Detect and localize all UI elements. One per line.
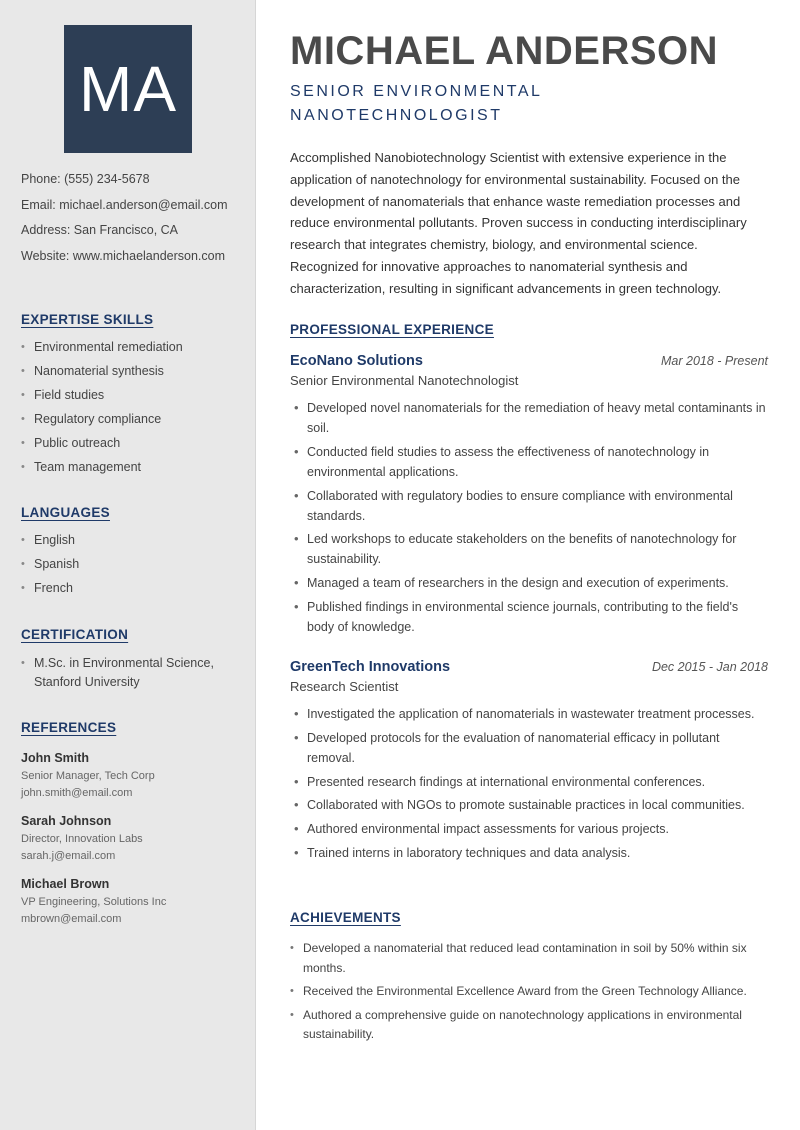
job-entry <box>290 659 768 867</box>
job-entry <box>290 353 768 641</box>
references-section <box>21 720 246 938</box>
candidate-name: MICHAEL ANDERSON <box>290 29 719 73</box>
reference-email: john.smith@email.com <box>21 787 133 799</box>
sidebar <box>0 0 256 1130</box>
job-bullets <box>290 704 768 863</box>
reference-title: Senior Manager, Tech Corp <box>21 770 155 782</box>
references-heading: REFERENCES <box>21 720 117 735</box>
skill-item: • Team management <box>21 459 246 483</box>
skill-item: • Nanomaterial synthesis <box>21 363 246 387</box>
reference-title: VP Engineering, Solutions Inc <box>21 896 167 908</box>
job-role: Senior Environmental Nanotechnologist <box>290 373 519 388</box>
job-bullet: • Collaborated with NGOs to promote sustainable practices in local communities. <box>290 795 768 815</box>
job-dates: Dec 2015 - Jan 2018 <box>651 660 768 674</box>
contact-info <box>21 170 251 272</box>
certification-heading: CERTIFICATION <box>21 627 129 642</box>
skill-item: • Regulatory compliance <box>21 411 246 435</box>
job-bullet: • Collaborated with regulatory bodies to ensure compliance with environmental standards. <box>290 486 768 526</box>
profile-summary: Accomplished Nanobiotechnology Scientist with extensive experience in the application of nanotechnology for environmental sustainability. Focused on the development of nanomaterials that enhance waste remediation processes and reduce environmental pollutants. Proven success in conducting interdisciplinary research that integrates chemistry, biology, and environmental science. Recognized for innovative approaches to nanomaterial synthesis and characterization, resulting in significant advancements in green technology. <box>290 150 747 296</box>
experience-heading: PROFESSIONAL EXPERIENCE <box>290 322 494 337</box>
job-bullet: • Published findings in environmental science journals, contributing to the field's body of knowledge. <box>290 597 768 637</box>
reference-entry <box>21 812 246 865</box>
achievements-list <box>290 939 768 1049</box>
job-bullet: • Led workshops to educate stakeholders on the benefits of nanotechnology for sustainability. <box>290 529 768 569</box>
skill-item: • Environmental remediation <box>21 339 246 363</box>
language-item: • Spanish <box>21 556 246 580</box>
achievements-heading: ACHIEVEMENTS <box>290 910 401 925</box>
reference-entry <box>21 749 246 802</box>
job-bullet: • Investigated the application of nanomaterials in wastewater treatment processes. <box>290 704 768 724</box>
achievement-item: • Authored a comprehensive guide on nanotechnology applications in environmental sustainability. <box>290 1006 768 1045</box>
languages-section <box>21 505 246 604</box>
company-name: GreenTech Innovations <box>290 659 451 675</box>
achievement-item: • Developed a nanomaterial that reduced lead contamination in soil by 50% within six months. <box>290 939 768 978</box>
job-bullet: • Conducted field studies to assess the effectiveness of nanotechnology in environmental applications. <box>290 442 768 482</box>
skills-heading: EXPERTISE SKILLS <box>21 312 154 327</box>
reference-name: Michael Brown <box>21 877 110 891</box>
job-bullets <box>290 398 768 637</box>
contact-phone: Phone: (555) 234-5678 <box>21 172 150 186</box>
contact-email: Email: michael.anderson@email.com <box>21 197 228 212</box>
languages-list <box>21 532 246 604</box>
certification-item: • M.Sc. in Environmental Science, Stanford University <box>21 654 221 692</box>
languages-heading: LANGUAGES <box>21 505 110 520</box>
job-bullet: • Developed protocols for the evaluation of nanomaterial efficacy in pollutant removal. <box>290 728 768 768</box>
achievement-item: • Received the Environmental Excellence Award from the Green Technology Alliance. <box>290 982 768 1002</box>
job-bullet: • Trained interns in laboratory techniques and data analysis. <box>290 843 768 863</box>
job-bullet: • Developed novel nanomaterials for the remediation of heavy metal contaminants in soil. <box>290 398 768 438</box>
candidate-title: SENIOR ENVIRONMENTAL NANOTECHNOLOGIST <box>290 83 542 124</box>
job-role: Research Scientist <box>290 679 399 694</box>
language-item: • French <box>21 580 246 604</box>
skill-item: • Public outreach <box>21 435 246 459</box>
contact-website: Website: www.michaelanderson.com <box>21 248 226 263</box>
reference-title: Director, Innovation Labs <box>21 833 143 845</box>
company-name: EcoNano Solutions <box>290 353 423 369</box>
skill-item: • Field studies <box>21 387 246 411</box>
contact-address: Address: San Francisco, CA <box>21 223 179 237</box>
certification-list <box>21 654 221 692</box>
certification-section <box>21 627 246 692</box>
job-bullet: • Presented research findings at international environmental conferences. <box>290 772 768 792</box>
reference-email: sarah.j@email.com <box>21 850 116 862</box>
skills-list <box>21 339 246 483</box>
reference-entry <box>21 875 246 928</box>
skills-section <box>21 312 246 483</box>
reference-name: John Smith <box>21 751 90 765</box>
reference-email: mbrown@email.com <box>21 913 122 925</box>
monogram-avatar: MA <box>64 25 192 153</box>
job-bullet: • Managed a team of researchers in the design and execution of experiments. <box>290 573 768 593</box>
language-item: • English <box>21 532 246 556</box>
job-dates: Mar 2018 - Present <box>661 354 768 368</box>
job-bullet: • Authored environmental impact assessments for various projects. <box>290 819 768 839</box>
reference-name: Sarah Johnson <box>21 814 112 828</box>
